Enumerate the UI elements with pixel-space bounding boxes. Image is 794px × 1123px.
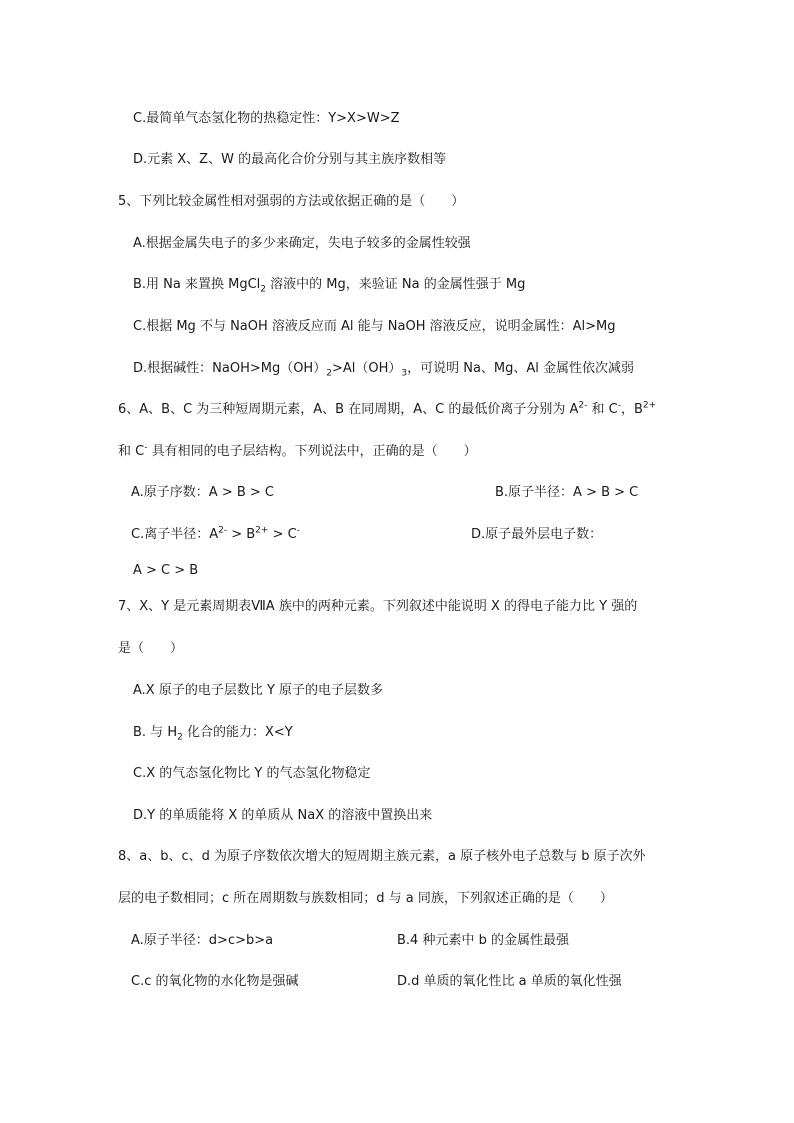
q6-stem-line-1: 6、A、B、C 为三种短周期元素，A、B 在同周期，A、C 的最低价离子分别为 $A^{2-}$ 和 C-，$B^{2+}$ xyxy=(118,400,657,417)
q6-option-c: C.离子半径：$A^{2-} > B^{2+} > C^-$ xyxy=(131,525,300,542)
q7-option-b: B. 与 $H_2$ 化合的能力：X<Y xyxy=(133,725,293,743)
q6-stem-line-2: 和 C- 具有相同的电子层结构。下列说法中，正确的是（ ） xyxy=(118,442,477,459)
q8-option-d: D.d 单质的氧化性比 a 单质的氧化性强 xyxy=(397,974,622,989)
q7-option-a: A.X 原子的电子层数比 Y 原子的电子层数多 xyxy=(133,683,384,698)
q6-option-b: B.原子半径：A > B > C xyxy=(495,485,639,500)
q4-option-c: C.最简单气态氢化物的热稳定性：Y>X>W>Z xyxy=(133,111,400,126)
q5-option-a: A.根据金属失电子的多少来确定，失电子较多的金属性较强 xyxy=(133,236,471,251)
q6-option-d-continued: A > C > B xyxy=(133,563,199,578)
q8-stem-line-2: 层的电子数相同；c 所在周期数与族数相同；d 与 a 同族，下列叙述正确的是（ ） xyxy=(118,891,613,906)
q5-option-b: B.用 Na 来置换 MgCl$_2$ 溶液中的 Mg，来验证 Na 的金属性强于 Mg xyxy=(133,277,526,295)
q5-option-d: D.根据碱性：$NaOH>Mg(OH)_2>Al(OH)_3$，可说明 Na、Mg、Al 金属性依次减弱 xyxy=(133,361,635,379)
q4-option-d: D.元素 X、Z、W 的最高化合价分别与其主族序数相等 xyxy=(133,152,447,167)
q7-option-d: D.Y 的单质能将 X 的单质从 NaX 的溶液中置换出来 xyxy=(133,808,433,823)
q8-stem-line-1: 8、a、b、c、d 为原子序数依次增大的短周期主族元素，a 原子核外电子总数与 b 原子次外 xyxy=(118,849,646,864)
q5-stem: 5、下列比较金属性相对强弱的方法或依据正确的是（ ） xyxy=(118,194,465,209)
q6-option-d: D.原子最外层电子数： xyxy=(471,527,603,542)
q7-stem-line-2: 是（ ） xyxy=(118,641,184,656)
q8-option-c: C.c 的氧化物的水化物是强碱 xyxy=(131,974,299,989)
q8-option-a: A.原子半径：d>c>b>a xyxy=(131,933,274,948)
q6-option-a: A.原子序数：A > B > C xyxy=(131,485,275,500)
q7-stem-line-1: 7、X、Y 是元素周期表ⅦA 族中的两种元素。下列叙述中能说明 X 的得电子能力比 Y 强的 xyxy=(118,599,638,614)
q7-option-c: C.X 的气态氢化物比 Y 的气态氢化物稳定 xyxy=(133,766,371,781)
q5-option-c: C.根据 Mg 不与 NaOH 溶液反应而 Al 能与 NaOH 溶液反应，说明金属性：Al>Mg xyxy=(133,319,616,334)
q8-option-b: B.4 种元素中 b 的金属性最强 xyxy=(397,933,569,948)
